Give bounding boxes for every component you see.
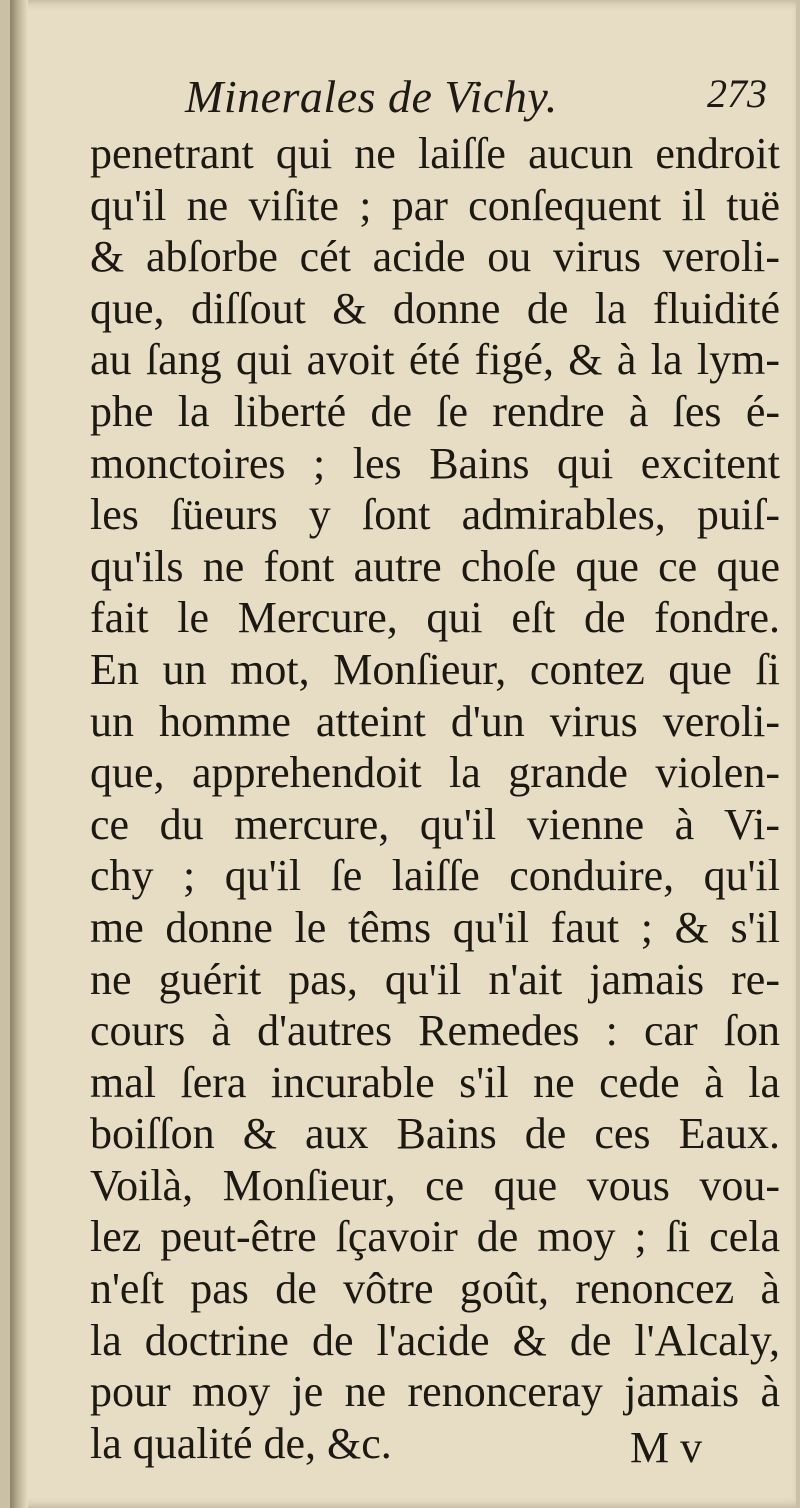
text-line: lez peut-être ſçavoir de moy ; ſi cela [90, 1212, 780, 1262]
text-line: que, apprehendoit la grande violen- [90, 748, 780, 798]
text-line: ne guérit pas, qu'il n'ait jamais re- [90, 954, 780, 1004]
text-line: & abſorbe cét acide ou virus veroli- [90, 232, 780, 282]
text-line: un homme atteint d'un virus veroli- [90, 696, 780, 746]
text-line: phe la liberté de ſe rendre à ſes é- [90, 386, 780, 436]
text-line: cours à d'autres Remedes : car ſon [90, 1006, 780, 1056]
running-head [185, 70, 775, 130]
text-line: les ſüeurs y ſont admirables, puiſ- [90, 490, 780, 540]
text-line: En un mot, Monſieur, contez que ſi [90, 644, 780, 694]
signature-mark: M v [630, 1423, 703, 1472]
text-line: que, diſſout & donne de la fluidité [90, 283, 780, 333]
text-line: ce du mercure, qu'il vienne à Vi- [90, 799, 780, 849]
text-line: la qualité de, &c. [90, 1418, 392, 1468]
text-line: boiſſon & aux Bains de ces Eaux. [90, 1109, 780, 1159]
text-line: pour moy je ne renonceray jamais à [90, 1367, 780, 1417]
text-line: mal ſera incurable s'il ne cede à la [90, 1057, 780, 1107]
page-number: 273 [707, 71, 767, 116]
text-line: la doctrine de l'acide & de l'Alcaly, [90, 1315, 780, 1365]
text-line: monctoires ; les Bains qui excitent [90, 438, 780, 488]
text-line: me donne le têms qu'il faut ; & s'il [90, 902, 780, 952]
text-line: fait le Mercure, qui eſt de fondre. [90, 593, 780, 643]
body-text [90, 128, 780, 1469]
text-line: penetrant qui ne laiſſe aucun endroit [90, 129, 780, 178]
book-page [10, 0, 796, 1508]
page-gutter [10, 0, 28, 1508]
text-line: chy ; qu'il ſe laiſſe conduire, qu'il [90, 851, 780, 901]
running-title: Minerales de Vichy. [185, 71, 558, 122]
text-line: Voilà, Monſieur, ce que vous vou- [90, 1160, 780, 1210]
text-line: au ſang qui avoit été figé, & à la lym- [90, 335, 780, 385]
text-line: qu'ils ne font autre choſe que ce que [90, 541, 780, 591]
text-line: qu'il ne viſite ; par conſequent il tuë [90, 180, 780, 230]
text-line: n'eſt pas de vôtre goût, renoncez à [90, 1264, 780, 1314]
